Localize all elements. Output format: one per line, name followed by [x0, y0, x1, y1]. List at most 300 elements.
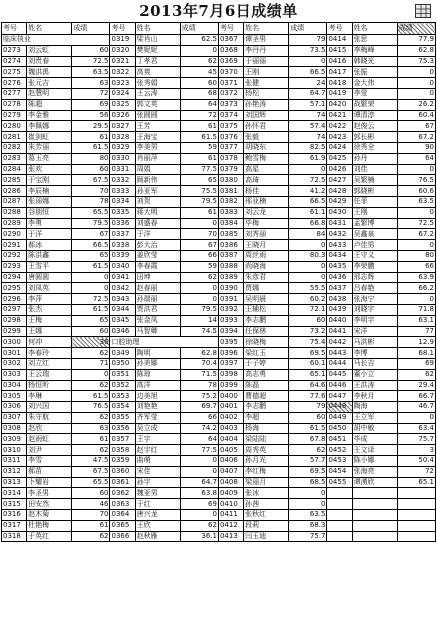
- score-cell: 66: [180, 250, 218, 261]
- score-cell: 0: [397, 88, 435, 99]
- name-cell: 于红: [135, 499, 180, 510]
- table-row: [2, 45, 436, 56]
- name-cell: 王宇: [135, 434, 180, 445]
- name-cell: 刘立红: [27, 358, 72, 369]
- name-cell: 吴立成: [135, 423, 180, 434]
- score-cell: 60: [72, 326, 110, 337]
- table-row: [2, 250, 436, 261]
- name-cell: 李明宇: [352, 315, 397, 326]
- score-cell: 59: [180, 142, 218, 153]
- name-cell: 王文译: [352, 445, 397, 456]
- name-cell: 刘佳: [352, 164, 397, 175]
- score-cell: 62: [72, 412, 110, 423]
- exam-id-cell: 0387: [218, 250, 243, 261]
- name-cell: 毕梅: [244, 218, 289, 229]
- name-cell: 崔剑虹: [27, 132, 72, 143]
- score-cell: 36.1: [180, 531, 218, 542]
- name-cell: 吴繁楠: [352, 175, 397, 186]
- header-cell: 成绩: [72, 23, 110, 35]
- table-row: [2, 402, 436, 413]
- exam-id-cell: [327, 520, 352, 531]
- name-cell: 周娟: [135, 164, 180, 175]
- name-cell: 段莉: [244, 520, 289, 531]
- score-cell: 14: [180, 315, 218, 326]
- score-cell: 65: [180, 175, 218, 186]
- exam-id-cell: 0371: [218, 78, 243, 89]
- score-cell: 0: [289, 164, 327, 175]
- score-cell: 0: [180, 45, 218, 56]
- name-cell: 张杰: [27, 304, 72, 315]
- exam-id-cell: 0340: [110, 261, 135, 272]
- name-cell: 宋佳: [135, 466, 180, 477]
- exam-id-cell: 0327: [110, 121, 135, 132]
- name-cell: [352, 510, 397, 521]
- exam-id-cell: 0279: [2, 110, 27, 121]
- name-cell: 李丹丹: [244, 45, 289, 56]
- score-cell: 29.4: [397, 380, 435, 391]
- exam-id-cell: 0393: [218, 315, 243, 326]
- name-cell: 李红梅: [244, 466, 289, 477]
- name-cell: 刘贺: [135, 196, 180, 207]
- score-cell: 74: [289, 110, 327, 121]
- name-cell: 谭圣男: [244, 35, 289, 46]
- exam-id-cell: 0392: [218, 304, 243, 315]
- name-cell: 李辰楠: [27, 186, 72, 197]
- name-cell: 胡中敏: [352, 423, 397, 434]
- name-cell: 陈小娜: [352, 456, 397, 467]
- exam-id-cell: 0289: [2, 218, 27, 229]
- name-cell: 于宝刚: [27, 175, 72, 186]
- exam-id-cell: 0306: [2, 402, 27, 413]
- table-row: [2, 78, 436, 89]
- name-cell: 李雪: [27, 456, 72, 467]
- score-cell: 57.7: [289, 456, 327, 467]
- score-cell: 65.1: [289, 369, 327, 380]
- name-cell: 李志鹏: [244, 402, 289, 413]
- exam-id-cell: 0397: [218, 358, 243, 369]
- exam-id-cell: 0301: [2, 348, 27, 359]
- exam-id-cell: 0424: [327, 142, 352, 153]
- name-cell: 朱彦君: [244, 272, 289, 283]
- score-cell: 3: [397, 445, 435, 456]
- name-cell: 孙瑞丽: [135, 294, 180, 305]
- name-cell: 马智卿: [135, 326, 180, 337]
- table-row: [2, 445, 436, 456]
- name-cell: 刘国辉: [244, 110, 289, 121]
- exam-id-cell: 0451: [327, 434, 352, 445]
- name-cell: 赵欣: [27, 423, 72, 434]
- exam-id-cell: 0359: [110, 456, 135, 467]
- score-cell: 64: [180, 434, 218, 445]
- score-cell: 60: [72, 164, 110, 175]
- score-cell: 0: [397, 240, 435, 251]
- table-row: [2, 531, 436, 542]
- table-row: [2, 348, 436, 359]
- exam-id-cell: 0376: [218, 132, 243, 143]
- exam-id-cell: 0355: [110, 412, 135, 423]
- name-cell: 刘尹: [27, 445, 72, 456]
- name-cell: 张秀娟: [135, 78, 180, 89]
- exam-id-cell: 0341: [110, 272, 135, 283]
- exam-id-cell: 0369: [218, 56, 243, 67]
- name-cell: 高洋: [135, 380, 180, 391]
- score-cell: 60: [289, 315, 327, 326]
- score-cell: 70.4: [180, 358, 218, 369]
- score-cell: 0: [289, 499, 327, 510]
- score-cell: 79: [289, 402, 327, 413]
- score-cell: 61: [180, 121, 218, 132]
- table-row: [2, 142, 436, 153]
- score-cell: 57.1: [289, 99, 327, 110]
- exam-id-cell: 0418: [327, 78, 352, 89]
- table-row: [2, 121, 436, 132]
- exam-id-cell: 0449: [327, 412, 352, 423]
- score-cell: 65.5: [72, 207, 110, 218]
- exam-id-cell: 0308: [2, 423, 27, 434]
- exam-id-cell: 0310: [2, 445, 27, 456]
- score-cell: 0: [289, 261, 327, 272]
- exam-id-cell: 0390: [218, 283, 243, 294]
- score-cell: 0: [72, 272, 110, 283]
- score-cell: 77.5: [180, 164, 218, 175]
- score-cell: 79: [289, 35, 327, 46]
- score-cell: 62: [180, 56, 218, 67]
- name-cell: 张秋红: [244, 510, 289, 521]
- score-cell: 61: [72, 434, 110, 445]
- score-cell: 36: [72, 337, 110, 348]
- score-cell: 45: [180, 67, 218, 78]
- exam-id-cell: 0323: [110, 78, 135, 89]
- name-cell: 孙艳涛: [244, 99, 289, 110]
- exam-id-cell: 0324: [110, 88, 135, 99]
- name-cell: 吴明晨: [244, 294, 289, 305]
- score-cell: 72.1: [289, 304, 327, 315]
- exam-id-cell: 0438: [327, 294, 352, 305]
- exam-id-cell: 0363: [110, 499, 135, 510]
- score-cell: 64: [397, 153, 435, 164]
- score-cell: 79.5: [180, 196, 218, 207]
- name-cell: 王欣: [135, 520, 180, 531]
- score-cell: 71.8: [397, 304, 435, 315]
- exam-id-cell: 0394: [218, 326, 243, 337]
- table-header: [2, 23, 436, 35]
- exam-id-cell: 0402: [218, 412, 243, 423]
- score-cell: 75.7: [289, 531, 327, 542]
- name-cell: 谭清淳: [352, 110, 397, 121]
- score-cell: 61.5: [72, 261, 110, 272]
- exam-id-cell: 0330: [110, 153, 135, 164]
- name-cell: 李秋月: [352, 391, 397, 402]
- table-row: [2, 434, 436, 445]
- score-cell: 69: [72, 99, 110, 110]
- score-cell: 71.5: [180, 369, 218, 380]
- table-row: [2, 218, 436, 229]
- name-cell: 吴鑫泉: [352, 229, 397, 240]
- name-cell: 张丽娜: [27, 196, 72, 207]
- name-cell: 金大伟: [352, 78, 397, 89]
- exam-id-cell: 0412: [218, 520, 243, 531]
- exam-id-cell: 0285: [2, 175, 27, 186]
- exam-id-cell: 0297: [2, 304, 27, 315]
- name-cell: 李萍: [27, 294, 72, 305]
- name-cell: 吕春艳: [352, 283, 397, 294]
- score-cell: 76.5: [397, 175, 435, 186]
- score-cell: 65.1: [397, 477, 435, 488]
- name-cell: 樊妮妮: [135, 45, 180, 56]
- exam-id-cell: 0322: [110, 67, 135, 78]
- name-cell: 梁红玉: [244, 348, 289, 359]
- exam-id-cell: 0351: [110, 369, 135, 380]
- score-cell: 68: [180, 88, 218, 99]
- name-cell: 魏洪禹: [27, 67, 72, 78]
- exam-id-cell: 0381: [218, 186, 243, 197]
- exam-id-cell: 0453: [327, 456, 352, 467]
- name-cell: 孙美娜: [135, 358, 180, 369]
- exam-id-cell: 0391: [218, 294, 243, 305]
- score-cell: 65: [72, 250, 110, 261]
- score-cell: 0: [180, 456, 218, 467]
- score-cell: 63.8: [180, 488, 218, 499]
- name-cell: 王刚: [244, 67, 289, 78]
- name-cell: 陈琼: [135, 369, 180, 380]
- score-cell: 50.4: [397, 456, 435, 467]
- table-row: [2, 196, 436, 207]
- exam-id-cell: 0287: [2, 196, 27, 207]
- score-cell: 66.2: [397, 283, 435, 294]
- score-cell: 12.9: [397, 337, 435, 348]
- exam-id-cell: 0441: [327, 326, 352, 337]
- score-cell: 0: [397, 207, 435, 218]
- exam-id-cell: 0414: [327, 35, 352, 46]
- exam-id-cell: 0431: [327, 218, 352, 229]
- exam-id-cell: 0288: [2, 207, 27, 218]
- score-cell: 75.5: [180, 186, 218, 197]
- table-row: [2, 207, 436, 218]
- score-cell: 61: [180, 207, 218, 218]
- name-cell: 于洋: [27, 229, 72, 240]
- exam-id-cell: 0378: [218, 153, 243, 164]
- score-cell: 47.5: [72, 456, 110, 467]
- score-cell: 75.3: [397, 56, 435, 67]
- name-cell: 胡晓东: [244, 142, 289, 153]
- score-cell: 66.5: [72, 240, 110, 251]
- score-cell: 62.8: [397, 45, 435, 56]
- score-cell: 59: [180, 261, 218, 272]
- exam-id-cell: 0290: [2, 229, 27, 240]
- score-cell: 61.1: [289, 207, 327, 218]
- spreadsheet-icon: [415, 4, 431, 18]
- exam-id-cell: 0411: [218, 510, 243, 521]
- exam-id-cell: 0360: [110, 466, 135, 477]
- exam-id-cell: 0295: [2, 283, 27, 294]
- exam-id-cell: 0282: [2, 142, 27, 153]
- name-cell: 李勇: [27, 218, 72, 229]
- score-cell: 62: [72, 445, 110, 456]
- score-cell: 61.5: [72, 391, 110, 402]
- exam-id-cell: 0352: [110, 380, 135, 391]
- score-cell: 69.5: [289, 466, 327, 477]
- exam-id-cell: 0350: [110, 358, 135, 369]
- exam-id-cell: 0375: [218, 121, 243, 132]
- name-cell: 张思: [352, 35, 397, 46]
- exam-id-cell: 0353: [110, 391, 135, 402]
- name-cell: 孟繁博: [352, 218, 397, 229]
- exam-id-cell: 0445: [327, 369, 352, 380]
- name-cell: 卜耀岩: [27, 477, 72, 488]
- score-cell: 74.2: [180, 423, 218, 434]
- score-cell: 61.5: [289, 423, 327, 434]
- name-cell: 王晓月: [244, 240, 289, 251]
- table-row: [2, 337, 436, 348]
- exam-id-cell: 0331: [110, 164, 135, 175]
- score-cell: 0: [180, 218, 218, 229]
- name-cell: 王娜: [27, 326, 72, 337]
- exam-id-cell: 0434: [327, 250, 352, 261]
- score-cell: 63.5: [72, 67, 110, 78]
- exam-id-cell: 0426: [327, 164, 352, 175]
- name-cell: 王守义: [352, 250, 397, 261]
- table-row: [2, 423, 436, 434]
- score-cell: 57.4: [289, 121, 327, 132]
- exam-id-cell: 0315: [2, 499, 27, 510]
- name-cell: 张冰: [244, 488, 289, 499]
- name-cell: 董小立: [352, 369, 397, 380]
- header-cell: 姓名: [244, 23, 289, 35]
- name-cell: 赵春丽: [135, 283, 180, 294]
- exam-id-cell: 0373: [218, 99, 243, 110]
- name-cell: 郭长彬: [352, 132, 397, 143]
- exam-id-cell: 0395: [218, 337, 243, 348]
- name-cell: 贾洪君: [135, 304, 180, 315]
- exam-id-cell: 0454: [327, 466, 352, 477]
- table-row: [2, 283, 436, 294]
- score-cell: 60.2: [289, 294, 327, 305]
- table-row: [2, 261, 436, 272]
- score-table: [1, 22, 436, 542]
- name-cell: 赵秋雁: [135, 531, 180, 542]
- score-cell: 69: [180, 499, 218, 510]
- header-cell: 成绩: [289, 23, 327, 35]
- name-cell: 李琳: [27, 391, 72, 402]
- score-cell: 0: [289, 272, 327, 283]
- score-cell: 0: [180, 466, 218, 477]
- score-cell: 74.5: [180, 326, 218, 337]
- exam-id-cell: 0286: [2, 186, 27, 197]
- score-cell: 61.5: [180, 132, 218, 143]
- score-cell: 0: [289, 240, 327, 251]
- exam-id-cell: 0425: [327, 153, 352, 164]
- name-cell: 孙月光: [244, 456, 289, 467]
- name-cell: 李梅峰: [352, 45, 397, 56]
- name-cell: 李金雅: [27, 110, 72, 121]
- table-row: [2, 110, 436, 121]
- score-cell: [397, 499, 435, 510]
- score-cell: 0: [72, 283, 110, 294]
- name-cell: 王海宝: [135, 132, 180, 143]
- table-row: [2, 412, 436, 423]
- exam-id-cell: 0294: [2, 272, 27, 283]
- exam-id-cell: 0380: [218, 175, 243, 186]
- score-cell: 70: [72, 510, 110, 521]
- page-title: 2013年7月6日成绩单: [139, 2, 298, 20]
- score-cell: 0: [180, 510, 218, 521]
- table-row: [2, 153, 436, 164]
- name-cell: 唐圆圆: [27, 272, 72, 283]
- score-cell: [397, 488, 435, 499]
- name-cell: 于洋: [135, 229, 180, 240]
- score-cell: 69.5: [289, 348, 327, 359]
- name-cell: 陶海: [352, 402, 397, 413]
- exam-id-cell: 0304: [2, 380, 27, 391]
- score-cell: 62: [289, 445, 327, 456]
- name-cell: 田安然: [27, 499, 72, 510]
- name-cell: 李博: [352, 348, 397, 359]
- name-cell: 刘凤英: [27, 283, 72, 294]
- score-cell: 64: [180, 99, 218, 110]
- section-label: 口腔助理: [110, 337, 218, 348]
- score-cell: 63.1: [397, 315, 435, 326]
- name-cell: 陈超: [27, 99, 72, 110]
- name-cell: 陈磊: [244, 380, 289, 391]
- exam-id-cell: 0415: [327, 45, 352, 56]
- score-cell: 63.9: [397, 272, 435, 283]
- name-cell: 王云瑞: [27, 369, 72, 380]
- name-cell: 王洪涛: [352, 380, 397, 391]
- score-cell: 60.1: [289, 358, 327, 369]
- score-cell: 84: [289, 229, 327, 240]
- name-cell: 周秀英: [244, 445, 289, 456]
- name-cell: 朱守航: [27, 412, 72, 423]
- score-cell: 70: [72, 186, 110, 197]
- name-cell: 李春玲: [27, 348, 72, 359]
- exam-id-cell: 0439: [327, 304, 352, 315]
- name-cell: 丁孝君: [135, 56, 180, 67]
- table-body: [2, 35, 436, 542]
- name-cell: 战繁荣: [352, 99, 397, 110]
- table-row: [2, 175, 436, 186]
- name-cell: 谷朋恒: [27, 207, 72, 218]
- score-cell: 77: [397, 326, 435, 337]
- table-row: [2, 99, 436, 110]
- score-cell: 80.3: [289, 250, 327, 261]
- exam-id-cell: 0365: [110, 520, 135, 531]
- table-row: [2, 358, 436, 369]
- exam-id-cell: 0420: [327, 99, 352, 110]
- exam-id-cell: [327, 488, 352, 499]
- exam-id-cell: 0314: [2, 488, 27, 499]
- score-cell: 80: [397, 250, 435, 261]
- exam-id-cell: 0370: [218, 67, 243, 78]
- score-cell: 67.2: [397, 132, 435, 143]
- name-cell: 张海亮: [352, 466, 397, 477]
- score-cell: 60: [289, 412, 327, 423]
- exam-id-cell: 0319: [110, 35, 135, 46]
- header-cell: 考号: [110, 23, 135, 35]
- score-cell: 72.5: [72, 56, 110, 67]
- exam-id-cell: 0284: [2, 164, 27, 175]
- name-cell: 鲍雪梅: [244, 153, 289, 164]
- score-cell: 0: [180, 294, 218, 305]
- table-row: [2, 380, 436, 391]
- name-cell: 刘秀丽: [244, 229, 289, 240]
- score-cell: 69.7: [180, 402, 218, 413]
- name-cell: 尚晓海: [244, 261, 289, 272]
- score-cell: 62: [397, 369, 435, 380]
- name-cell: 李志鹏: [244, 315, 289, 326]
- name-cell: 陈洪鑫: [27, 250, 72, 261]
- exam-id-cell: 0450: [327, 423, 352, 434]
- score-cell: 68.5: [289, 477, 327, 488]
